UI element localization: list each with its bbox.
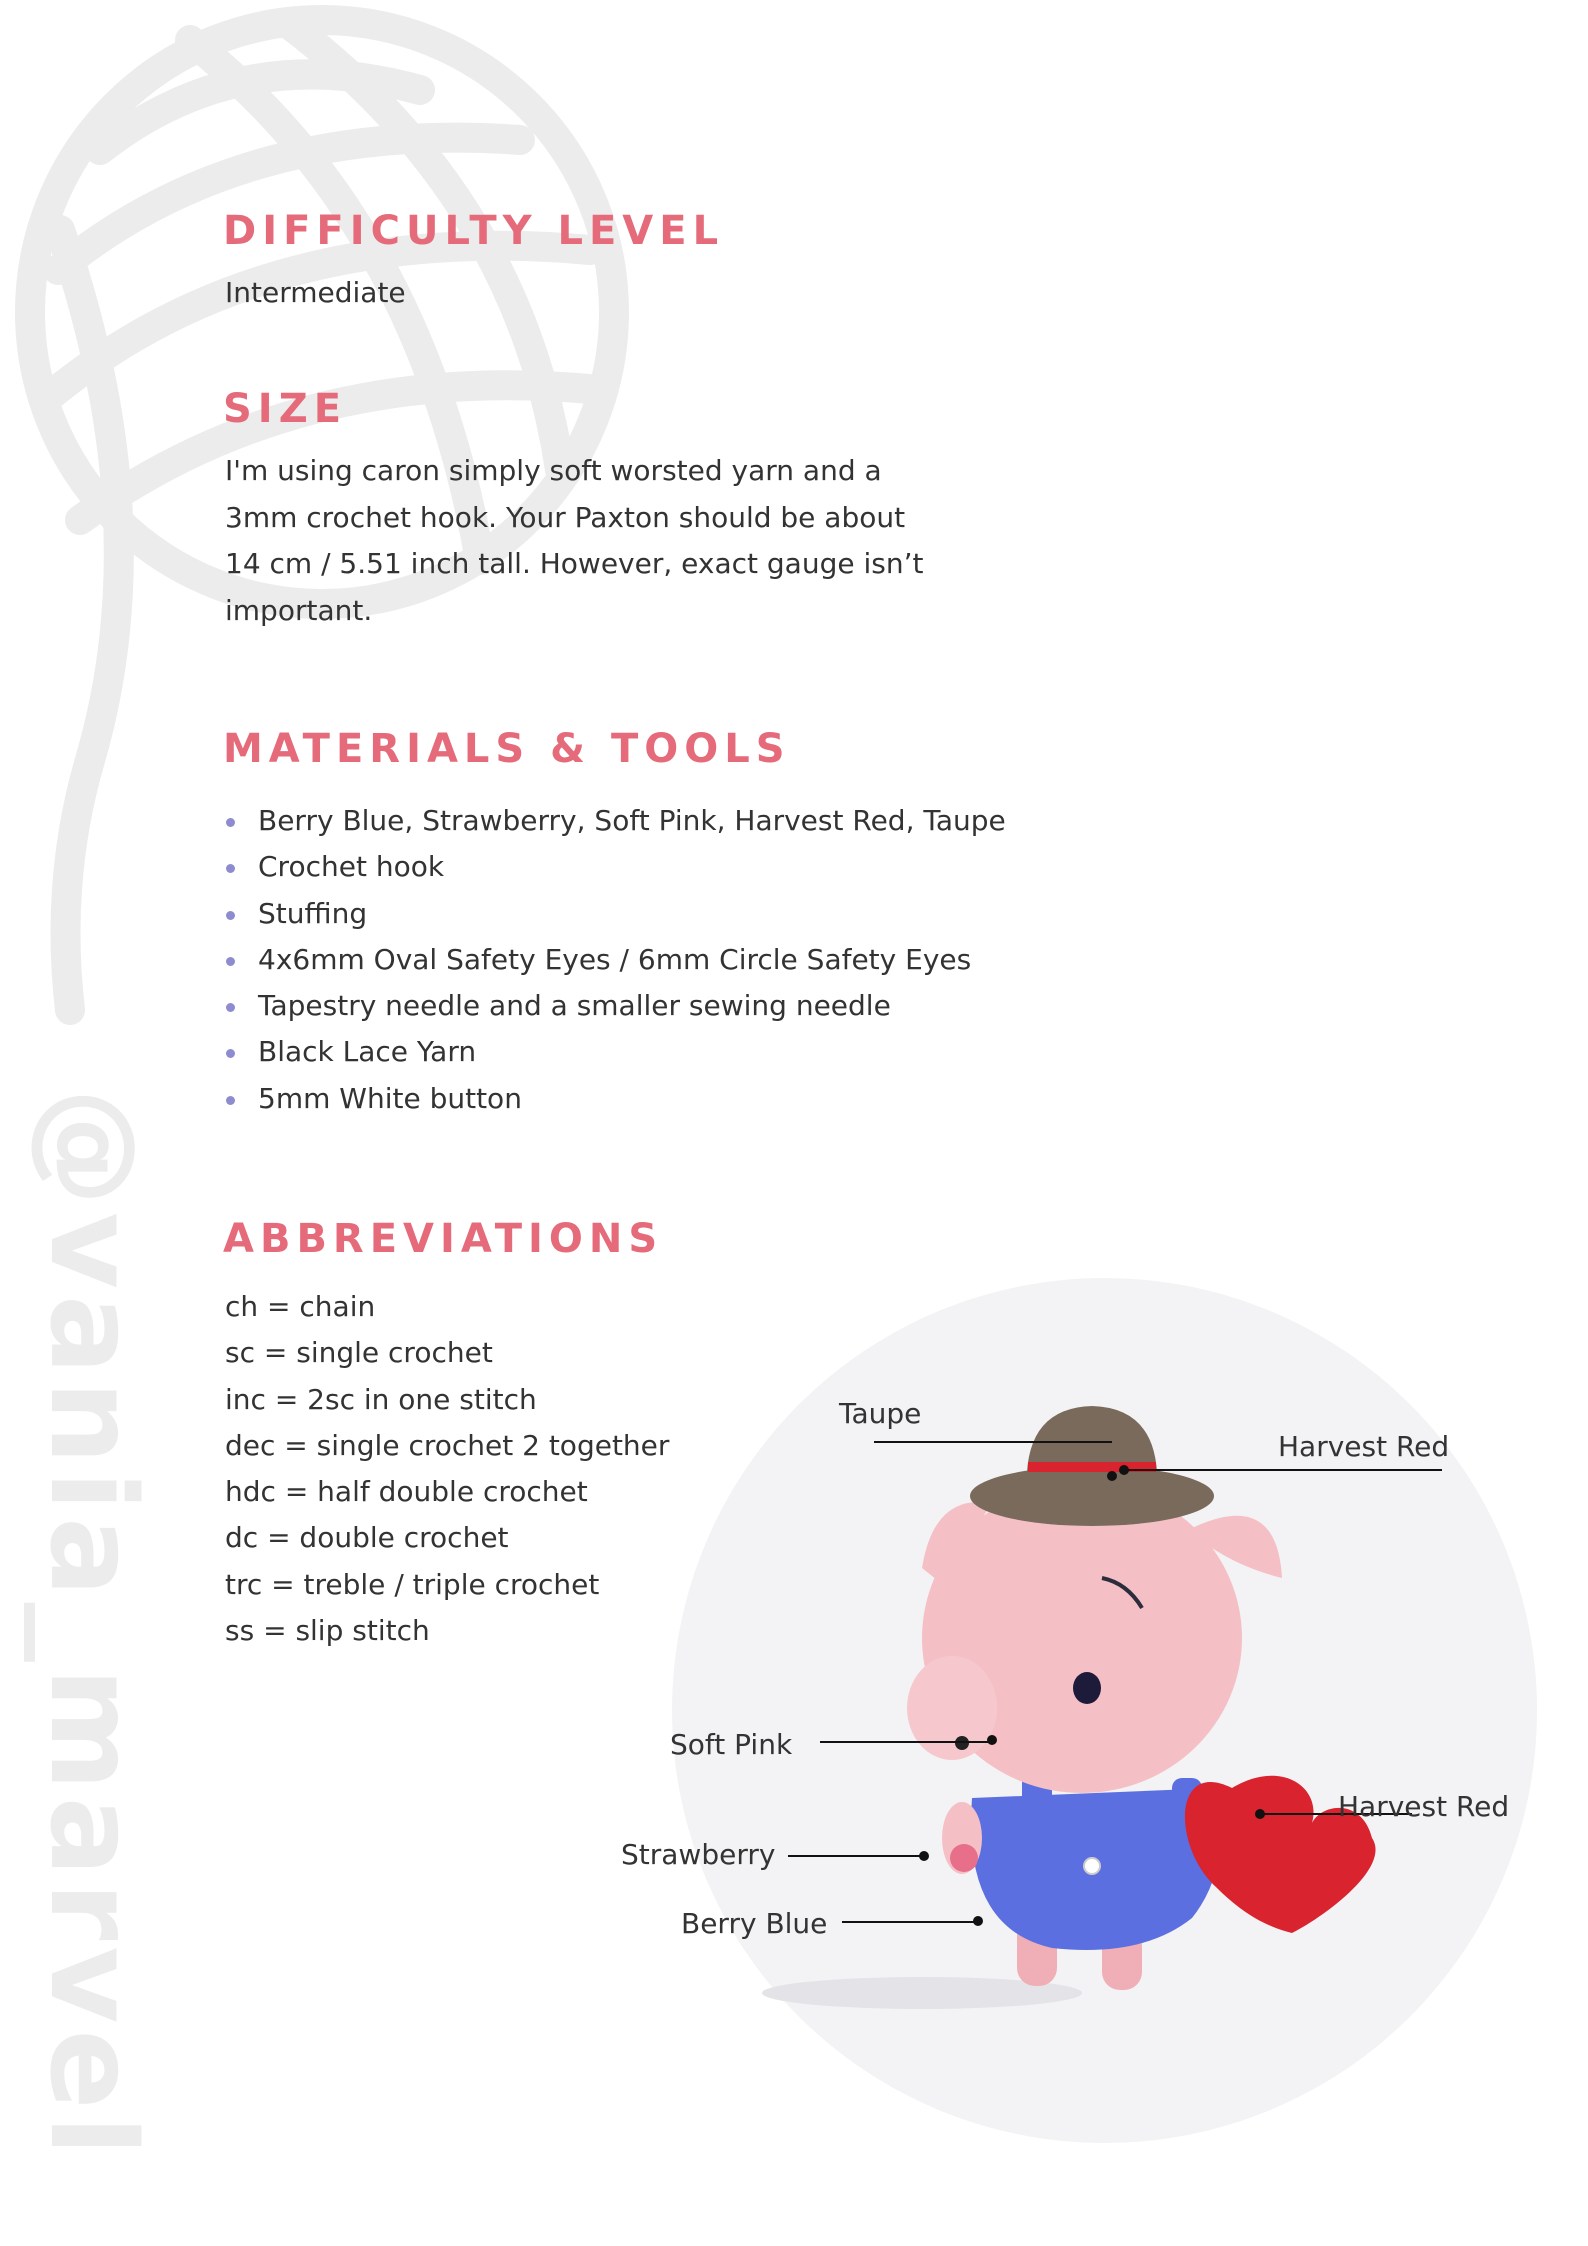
size-line: 3mm crochet hook. Your Paxton should be about [225,500,906,534]
label-harvest-red-heart: Harvest Red [1338,1790,1510,1823]
list-item: ss = slip stitch [225,1614,430,1648]
label-soft-pink: Soft Pink [670,1728,793,1761]
abbreviations-heading: ABBREVIATIONS [223,1216,664,1262]
list-item: Crochet hook [225,844,1006,890]
list-item: Black Lace Yarn [225,1029,1006,1075]
list-item: ch = chain [225,1290,376,1323]
list-item: 4x6mm Oval Safety Eyes / 6mm Circle Safety Eyes [225,937,1006,983]
label-berry-blue: Berry Blue [681,1907,828,1940]
list-item: inc = 2sc in one stitch [225,1382,537,1416]
label-strawberry: Strawberry [621,1838,776,1871]
size-line: important. [225,593,373,627]
size-line: I'm using caron simply soft worsted yarn and a [225,454,882,487]
difficulty-heading: DIFFICULTY LEVEL [223,208,725,254]
size-heading: SIZE [223,386,348,432]
size-line: 14 cm / 5.51 inch tall. However, exact gauge isn’t [225,547,924,580]
list-item: trc = treble / triple crochet [225,1567,600,1601]
watermark-handle: @vania_marvel [24,1088,162,2162]
list-item: Stuffing [225,891,1006,937]
materials-heading: MATERIALS & TOOLS [223,726,791,772]
label-taupe: Taupe [839,1397,922,1430]
list-item: dc = double crochet [225,1521,509,1555]
label-harvest-red-hat: Harvest Red [1278,1430,1450,1463]
list-item: Berry Blue, Strawberry, Soft Pink, Harvest Red, Taupe [225,798,1006,844]
difficulty-value: Intermediate [225,276,406,309]
list-item: sc = single crochet [225,1336,493,1370]
list-item: dec = single crochet 2 together [225,1428,670,1462]
list-item: Tapestry needle and a smaller sewing needle [225,983,1006,1029]
list-item: hdc = half double crochet [225,1475,588,1509]
list-item: 5mm White button [225,1076,1006,1122]
